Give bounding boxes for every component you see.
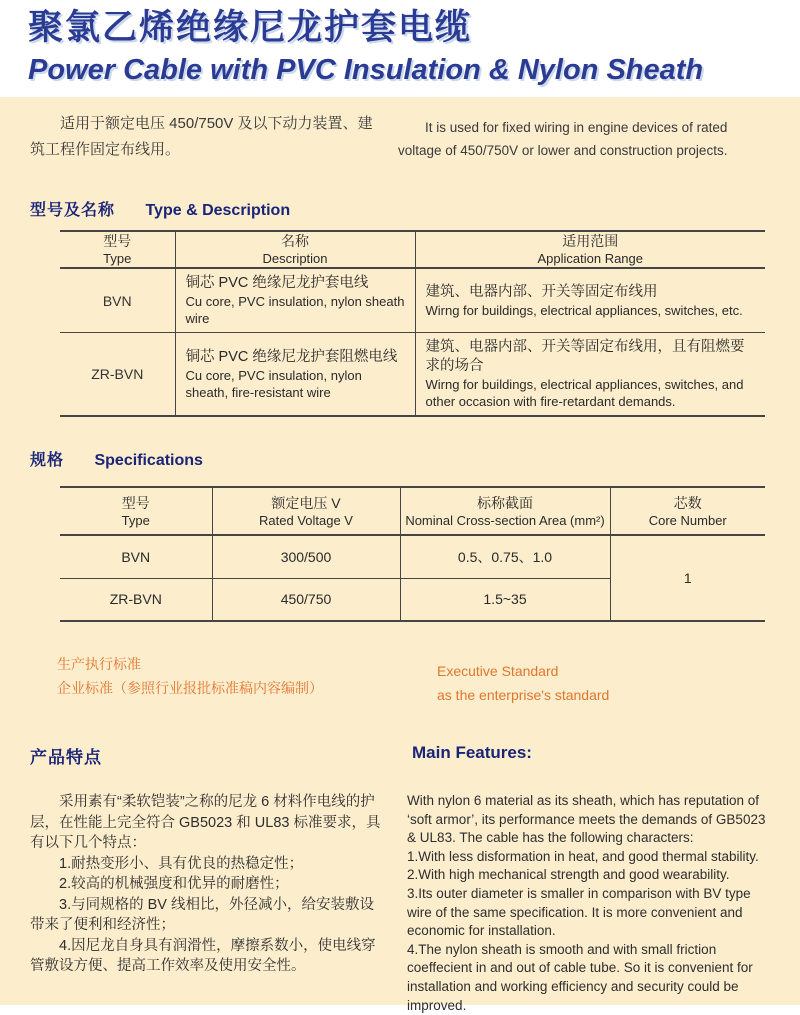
intro-paragraph-english: It is used for fixed wiring in engine devices of rated voltage of 450/750V or lower and construction projects. (398, 120, 728, 158)
spec-col-cross-section-en: Nominal Cross-section Area (mm²) (405, 512, 605, 528)
specifications-table (60, 486, 765, 622)
features-zh-item-4: 4.因尼龙自身具有润滑性，摩擦系数小，使电线穿管敷设方便、提高工作效率及使用安全性。 (30, 937, 376, 974)
zr-bvn-application-en: Wirng for buildings, electrical appliances, switches, and other occasion with fire-retardant demands. (425, 377, 744, 409)
standard-en-line1: Executive Standard (437, 663, 559, 679)
bvn-description-en: Cu core, PVC insulation, nylon sheath wire (185, 294, 405, 326)
page-title-english: Power Cable with PVC Insulation & Nylon Sheath (28, 54, 704, 86)
features-heading-english: Main Features: (412, 743, 532, 762)
bvn-application-zh: 建筑、电器内部、开关等固定布线用 (425, 283, 658, 300)
table-row-bvn (60, 268, 765, 333)
page-header (0, 0, 800, 97)
spec-col-voltage-zh: 额定电压 V (271, 494, 341, 511)
executive-standard-section (57, 652, 770, 707)
bvn-type-cell: BVN (102, 292, 132, 309)
zr-bvn-application-zh: 建筑、电器内部、开关等固定布线用，且有阻燃要求的场合 (425, 339, 745, 374)
type-description-table (60, 230, 765, 417)
col-description-label-zh: 名称 (281, 233, 309, 249)
spec-section-heading (30, 447, 770, 470)
col-description-label-en: Description (262, 251, 328, 266)
intro-paragraph-chinese: 适用于额定电压 450/750V 及以下动力装置、建筑工程作固定布线用。 (30, 115, 373, 158)
type-section-heading (30, 197, 770, 220)
spec-col-voltage-en: Rated Voltage V (259, 512, 353, 528)
features-zh-intro: 采用素有“柔软铠装”之称的尼龙 6 材料作电线的护层，在性能上完全符合 GB5023 和 UL83 标准要求，具有以下几个特点： (30, 794, 381, 851)
executive-standard-english (437, 652, 609, 707)
features-headings (30, 743, 770, 768)
col-type-label-zh: 型号 (103, 233, 132, 249)
spec-bvn-type: BVN (121, 548, 151, 565)
standard-en-line2: as the enterprise's standard (437, 687, 610, 703)
features-en-item-2: 2.With high mechanical strength and good wearability. (407, 867, 730, 883)
spec-col-core-zh: 芯数 (673, 494, 702, 511)
features-en-item-3: 3.Its outer diameter is smaller in comparison with BV type wire of the same specification. It is more convenient and economic for installation. (407, 885, 751, 939)
intro-section (30, 111, 770, 163)
spec-section-heading-chinese: 规格 (30, 452, 65, 469)
features-english-column (407, 792, 770, 1015)
features-heading-chinese: 产品特点 (30, 748, 102, 767)
spec-col-core-number (610, 487, 765, 535)
features-en-intro: With nylon 6 material as its sheath, which has reputation of ‘soft armor’, its performance meets the demands of GB5023 & UL83. The cable has the following characters: (407, 793, 766, 846)
content-sheet (0, 97, 800, 1013)
spec-bvn-voltage: 300/500 (212, 535, 400, 578)
spec-col-core-en: Core Number (648, 512, 727, 528)
table-row-zr-bvn (60, 333, 765, 417)
col-application-label-en: Application Range (537, 251, 644, 266)
type-table-col-description (175, 231, 415, 268)
type-section-heading-english: Type & Description (145, 202, 291, 219)
features-zh-item-2: 2.较高的机械强度和优异的耐磨性； (59, 876, 289, 892)
bvn-application-en: Wirng for buildings, electrical appliances, switches, etc. (425, 302, 743, 318)
zr-bvn-type-cell: ZR-BVN (60, 333, 175, 417)
col-application-label-zh: 适用范围 (562, 233, 619, 249)
spec-section-heading-english: Specifications (94, 452, 203, 469)
bvn-description-cell (175, 268, 415, 333)
zr-bvn-description-en: Cu core, PVC insulation, nylon sheath, fire-resistant wire (185, 367, 362, 400)
page-title-chinese: 聚氯乙烯绝缘尼龙护套电缆 (28, 8, 473, 47)
bvn-description-zh: 铜芯 PVC 绝缘尼龙护套电线 (185, 275, 369, 291)
spec-col-type (60, 487, 212, 535)
spec-col-rated-voltage (212, 487, 400, 535)
spec-row-bvn (60, 535, 765, 578)
zr-bvn-application-cell (415, 333, 765, 417)
executive-standard-chinese (57, 652, 410, 707)
type-section-heading-chinese: 型号及名称 (30, 202, 116, 219)
type-table-col-type (60, 231, 175, 268)
zr-bvn-description-cell (175, 333, 415, 417)
spec-zr-bvn-voltage: 450/750 (212, 578, 400, 621)
features-en-item-4: 4.The nylon sheath is smooth and with small friction coeffecient in and out of cable tube. So it is convenient for installation and working efficiency and security could be improved. (407, 941, 753, 1013)
features-section (30, 792, 770, 1015)
type-table-header-row (60, 231, 765, 268)
spec-table-header-row (60, 487, 765, 535)
features-en-item-1: 1.With less disformation in heat, and good thermal stability. (407, 848, 759, 864)
spec-col-type-en: Type (121, 512, 150, 528)
features-chinese-column (30, 792, 387, 1015)
zr-bvn-description-zh: 铜芯 PVC 绝缘尼龙护套阻燃电线 (185, 348, 398, 365)
spec-col-cross-section (400, 487, 610, 535)
standard-zh-line1: 生产执行标准 (57, 656, 141, 672)
features-zh-item-1: 1.耐热变形小、具有优良的热稳定性； (59, 855, 304, 872)
features-zh-item-3: 3.与同规格的 BV 线相比，外径减小，给安装敷设带来了便利和经济性； (30, 896, 374, 933)
spec-col-type-zh: 型号 (121, 494, 150, 511)
col-type-label-en: Type (103, 251, 132, 266)
spec-zr-bvn-type: ZR-BVN (60, 578, 212, 621)
spec-col-cross-section-zh: 标称截面 (477, 494, 533, 511)
spec-core-number-merged-cell: 1 (610, 535, 765, 621)
type-table-col-application-range (415, 231, 765, 268)
spec-bvn-area: 0.5、0.75、1.0 (400, 535, 610, 578)
standard-zh-line2: 企业标准（参照行业报批标准稿内容编制） (57, 680, 323, 696)
bvn-application-cell (415, 268, 765, 333)
spec-zr-bvn-area: 1.5~35 (400, 578, 610, 621)
